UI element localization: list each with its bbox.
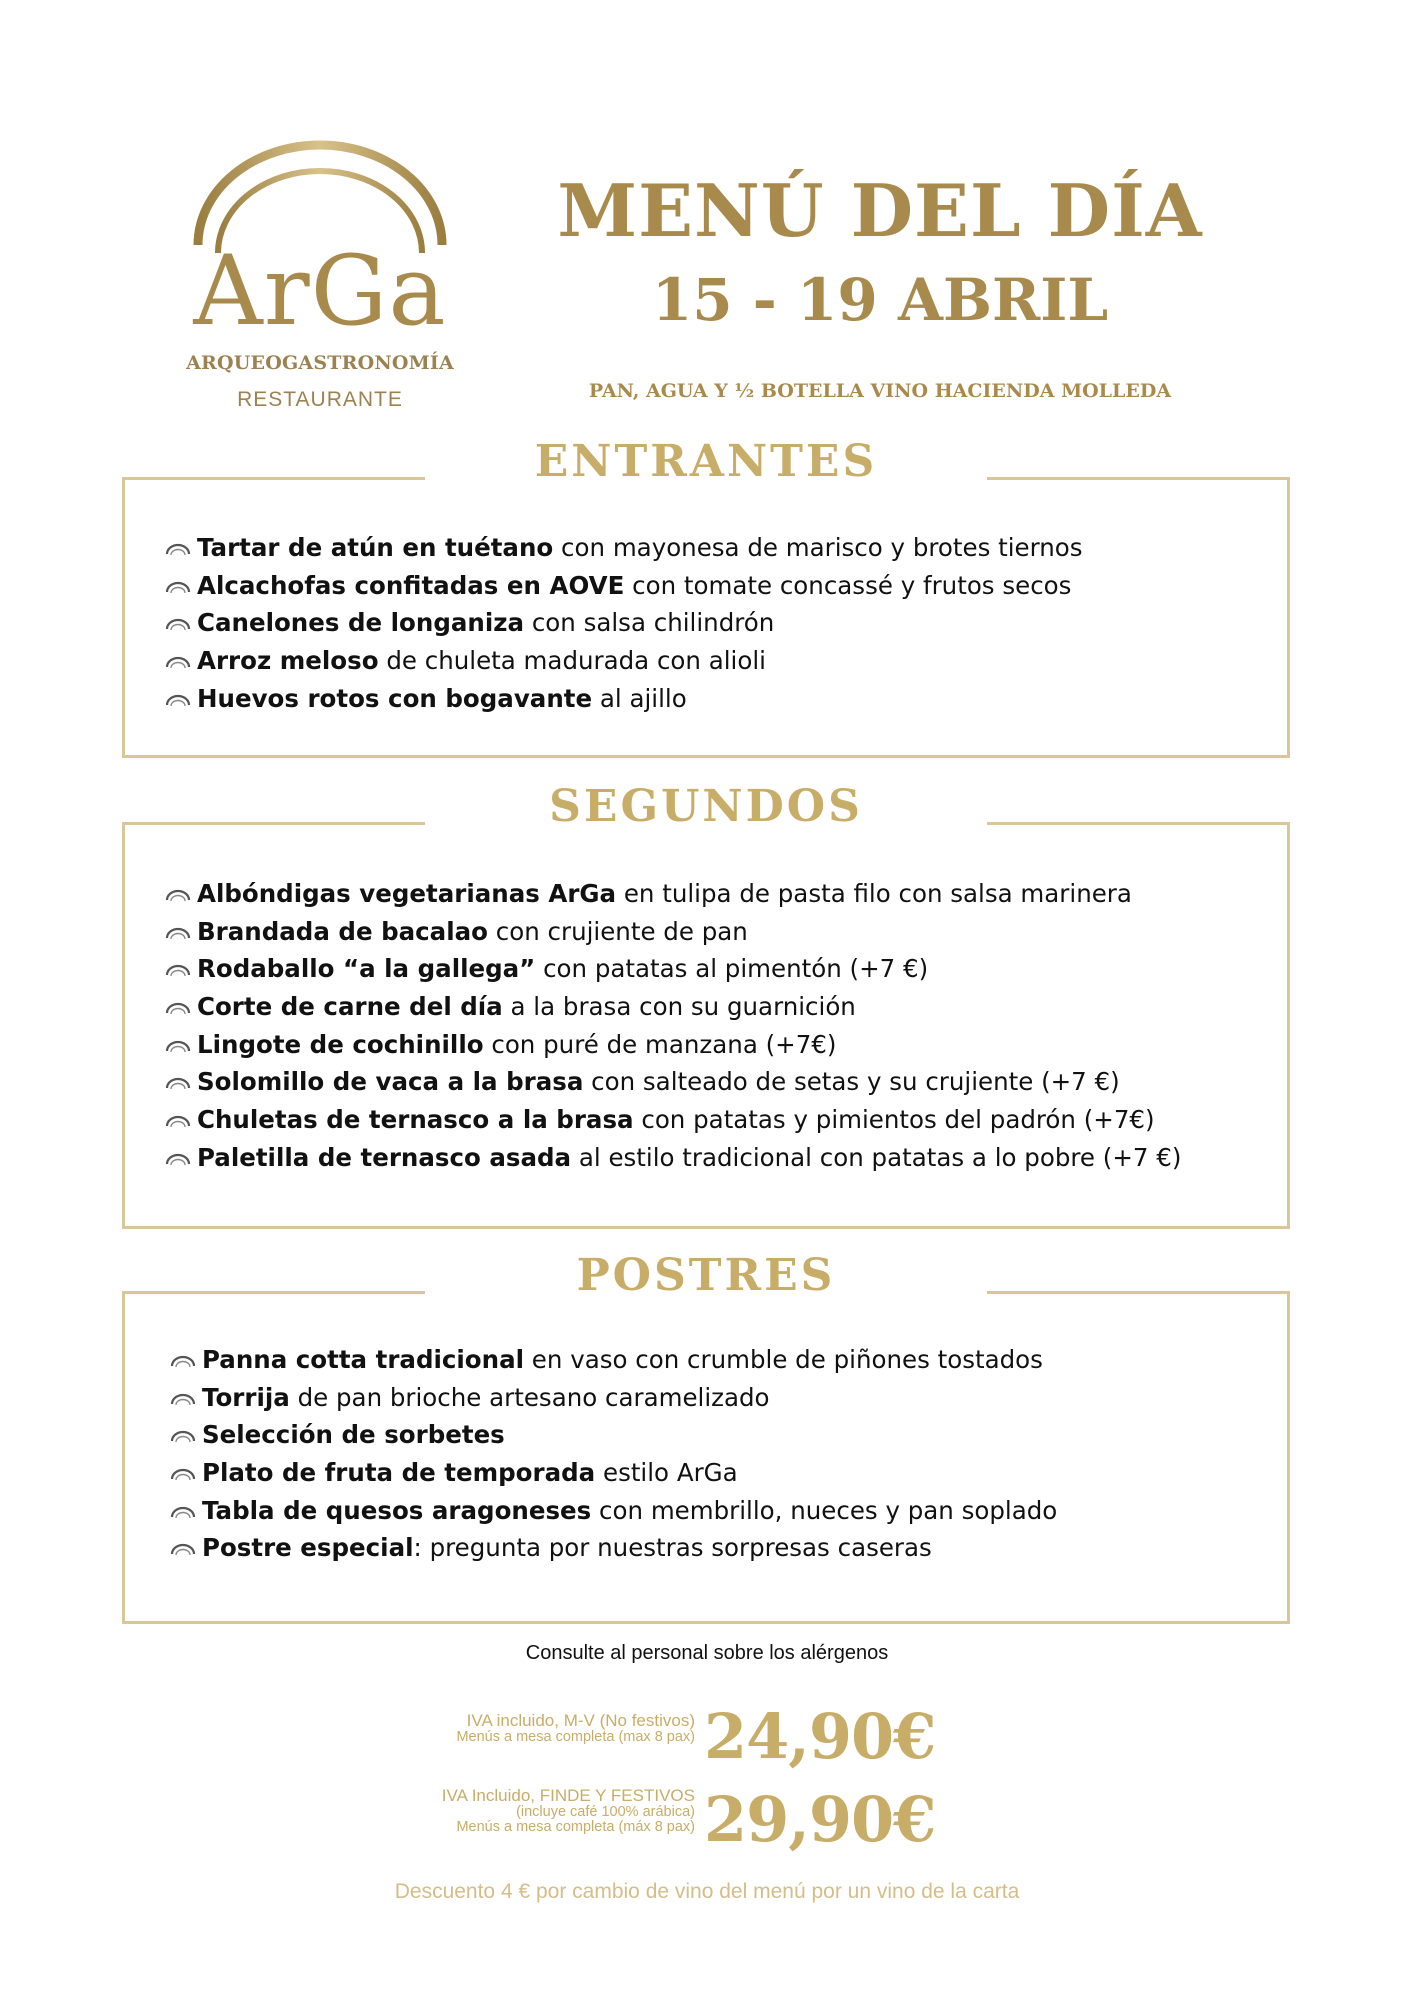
dish-item bbox=[170, 1341, 1267, 1379]
arch-bullet-icon bbox=[165, 693, 197, 707]
menu-title: MENÚ DEL DÍA bbox=[557, 168, 1203, 253]
arga-logo bbox=[160, 135, 480, 425]
dish-item bbox=[165, 1026, 1267, 1064]
arch-bullet-icon bbox=[165, 580, 197, 594]
dish-description: con patatas y pimientos del padrón (+7€) bbox=[633, 1105, 1155, 1135]
dish-description: de pan brioche artesano caramelizado bbox=[289, 1382, 770, 1412]
dish-item bbox=[165, 1063, 1267, 1101]
price-weekend-note: (incluye café 100% arábica) bbox=[516, 1803, 695, 1820]
dish-name: Solomillo de vaca a la brasa bbox=[197, 1067, 584, 1097]
dish-item bbox=[165, 642, 1267, 680]
arch-bullet-icon bbox=[170, 1505, 202, 1519]
price-weekend bbox=[300, 1783, 1200, 1863]
dish-item bbox=[165, 988, 1267, 1026]
section-postres bbox=[122, 1250, 1290, 1624]
dish-name: Panna cotta tradicional bbox=[202, 1345, 525, 1374]
dish-name: Paletilla de ternasco asada bbox=[197, 1142, 572, 1172]
arch-bullet-icon bbox=[165, 655, 197, 669]
dish-item bbox=[170, 1492, 1267, 1530]
section-title: POSTRES bbox=[576, 1250, 836, 1301]
wine-discount-note: Descuento 4 € por cambio de vino del menú por un vino de la carta bbox=[394, 1880, 1020, 1903]
dish-name: Brandada de bacalao bbox=[197, 916, 488, 946]
dish-description: con patatas al pimentón (+7 €) bbox=[535, 954, 929, 984]
menu-includes: PAN, AGUA Y ½ BOTELLA VINO HACIENDA MOLLEDA bbox=[588, 380, 1172, 402]
arch-bullet-icon bbox=[170, 1392, 202, 1406]
dish-list bbox=[170, 1341, 1267, 1567]
logo-type: RESTAURANTE bbox=[237, 388, 403, 411]
dish-description: estilo ArGa bbox=[595, 1458, 738, 1488]
dish-item bbox=[170, 1379, 1267, 1417]
dish-description: con salsa chilindrón bbox=[524, 608, 775, 638]
dish-item bbox=[165, 567, 1267, 605]
arch-bullet-icon bbox=[170, 1542, 202, 1556]
dish-description: : pregunta por nuestras sorpresas caseras bbox=[413, 1533, 932, 1563]
arch-bullet-icon bbox=[165, 1001, 197, 1015]
price-weekend-value: 29,90€ bbox=[704, 1783, 936, 1856]
dish-item bbox=[165, 875, 1267, 913]
price-weekend-label: IVA Incluido, FINDE Y FESTIVOS bbox=[441, 1786, 695, 1805]
dish-list bbox=[165, 529, 1267, 717]
dish-name: Postre especial bbox=[202, 1533, 414, 1563]
price-weekday-note: Menús a mesa completa (max 8 pax) bbox=[456, 1728, 695, 1745]
arch-bullet-icon bbox=[165, 888, 197, 902]
arch-bullet-icon bbox=[165, 926, 197, 940]
arch-bullet-icon bbox=[165, 542, 197, 556]
price-weekday-value: 24,90€ bbox=[704, 1700, 936, 1773]
arch-bullet-icon bbox=[165, 1039, 197, 1053]
dish-list bbox=[165, 875, 1267, 1177]
section-segundos bbox=[122, 781, 1290, 1229]
dish-description: al ajillo bbox=[592, 683, 687, 713]
arch-bullet-icon bbox=[170, 1429, 202, 1443]
dish-item bbox=[165, 604, 1267, 642]
arch-bullet-icon bbox=[165, 963, 197, 977]
arch-bullet-icon bbox=[170, 1467, 202, 1481]
dish-name: Tartar de atún en tuétano bbox=[197, 533, 554, 562]
dish-name: Selección de sorbetes bbox=[202, 1420, 505, 1450]
dish-name: Tabla de quesos aragoneses bbox=[202, 1495, 592, 1525]
dish-description: a la brasa con su guarnición bbox=[502, 992, 856, 1022]
dish-item bbox=[165, 950, 1267, 988]
dish-description: con membrillo, nueces y pan soplado bbox=[591, 1495, 1058, 1525]
arch-bullet-icon bbox=[165, 617, 197, 631]
dish-description: de chuleta madurada con alioli bbox=[378, 646, 766, 676]
dish-description: con mayonesa de marisco y brotes tiernos bbox=[553, 533, 1083, 562]
dish-name: Arroz meloso bbox=[197, 646, 379, 676]
dish-description: al estilo tradicional con patatas a lo pobre (+7 €) bbox=[571, 1142, 1182, 1172]
arch-bullet-icon bbox=[165, 1114, 197, 1128]
dish-item bbox=[165, 1101, 1267, 1139]
dish-name: Corte de carne del día bbox=[197, 992, 503, 1022]
dish-name: Huevos rotos con bogavante bbox=[197, 683, 593, 713]
dish-name: Lingote de cochinillo bbox=[197, 1029, 484, 1059]
dish-description: con puré de manzana (+7€) bbox=[483, 1029, 837, 1059]
dish-description: en tulipa de pasta filo con salsa marinera bbox=[616, 879, 1132, 908]
price-weekday-label: IVA incluido, M-V (No festivos) bbox=[466, 1711, 695, 1730]
dish-item bbox=[170, 1454, 1267, 1492]
dish-name: Rodaballo “a la gallega” bbox=[197, 954, 536, 984]
dish-item bbox=[165, 529, 1267, 567]
arch-bullet-icon bbox=[165, 1076, 197, 1090]
allergens-note: Consulte al personal sobre los alérgenos bbox=[525, 1642, 889, 1664]
dish-name: Alcachofas confitadas en AOVE bbox=[197, 570, 625, 600]
dish-name: Torrija bbox=[202, 1382, 290, 1412]
dish-description: con salteado de setas y su crujiente (+7 €) bbox=[583, 1067, 1120, 1097]
dish-item bbox=[165, 913, 1267, 951]
dish-item bbox=[165, 1139, 1267, 1177]
section-entrantes bbox=[122, 436, 1290, 758]
logo-name: ArGa bbox=[193, 235, 447, 347]
price-weekend-note-2: Menús a mesa completa (máx 8 pax) bbox=[456, 1819, 695, 1836]
dish-name: Canelones de longaniza bbox=[197, 608, 525, 638]
dish-description: con tomate concassé y frutos secos bbox=[624, 570, 1072, 600]
section-title: ENTRANTES bbox=[534, 436, 878, 487]
menu-dates: 15 - 19 ABRIL bbox=[651, 266, 1109, 334]
dish-name: Plato de fruta de temporada bbox=[202, 1458, 596, 1488]
dish-name: Chuletas de ternasco a la brasa bbox=[197, 1105, 634, 1135]
price-weekday bbox=[300, 1700, 1200, 1780]
dish-item bbox=[165, 680, 1267, 718]
arch-bullet-icon bbox=[170, 1354, 202, 1368]
dish-description: en vaso con crumble de piñones tostados bbox=[524, 1345, 1043, 1374]
dish-name: Albóndigas vegetarianas ArGa bbox=[197, 879, 617, 908]
section-title: SEGUNDOS bbox=[549, 781, 863, 832]
arch-bullet-icon bbox=[165, 1152, 197, 1166]
dish-item bbox=[170, 1529, 1267, 1567]
logo-subtitle: ARQUEOGASTRONOMÍA bbox=[186, 352, 454, 374]
dish-description: con crujiente de pan bbox=[487, 916, 748, 946]
dish-item bbox=[170, 1416, 1267, 1454]
